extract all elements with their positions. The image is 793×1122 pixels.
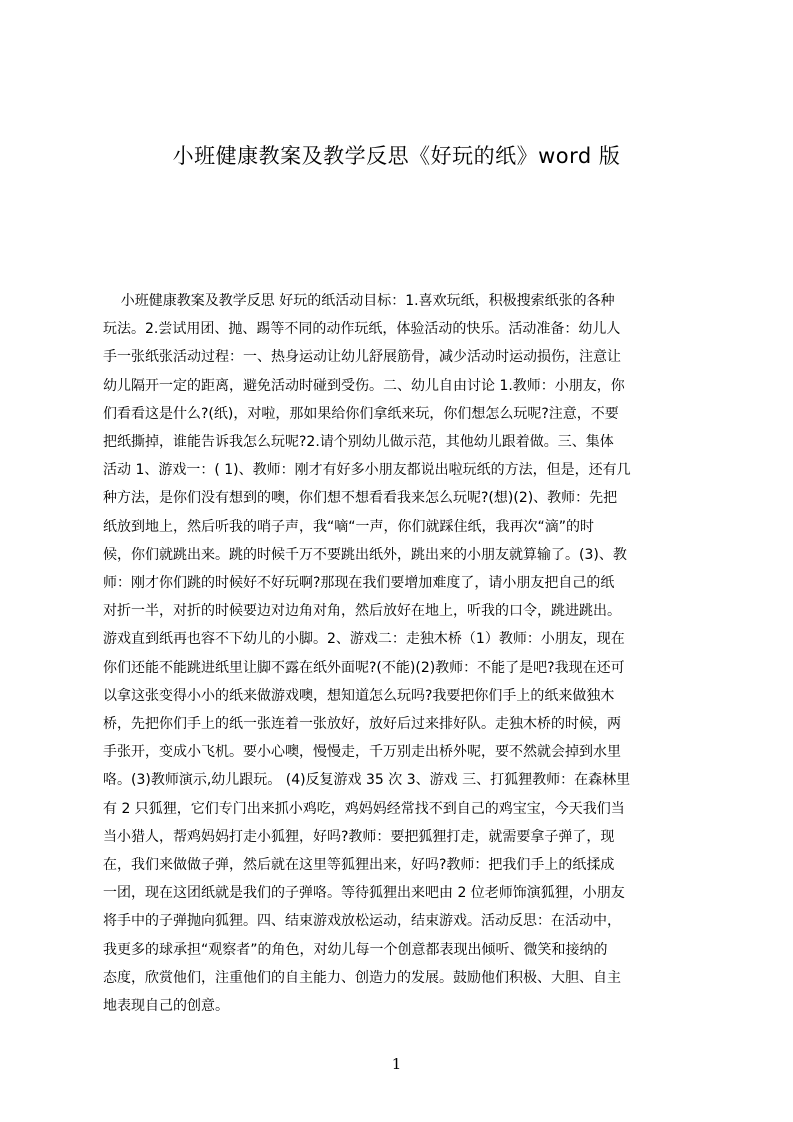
body-line: 有 2 只狐狸，它们专门出来抓小鸡吃，鸡妈妈经常找不到自己的鸡宝宝，今天我们当 [103,800,625,817]
body-line: 在，我们来做做子弹，然后就在这里等狐狸出来，好吗?教师：把我们手上的纸揉成 [103,857,615,874]
body-text [103,287,699,1020]
body-line: 玩法。2.尝试用团、抛、踢等不同的动作玩纸，体验活动的快乐。活动准备：幼儿人 [103,321,621,338]
body-line: 种方法，是你们没有想到的噢，你们想不想看看我来怎么玩呢?(想)(2)、教师：先把 [103,490,618,507]
body-line: 我更多的球承担“观察者”的角色，对幼儿每一个创意都表现出倾听、微笑和接纳的 [103,941,608,958]
body-line: 你们还能不能跳进纸里让脚不露在纸外面呢?(不能)(2)教师：不能了是吧?我现在还可 [103,659,625,676]
body-line: 师：刚才你们跳的时候好不好玩啊?那现在我们要增加难度了，请小朋友把自己的纸 [103,575,615,592]
body-line: 小班健康教案及教学反思 好玩的纸活动目标：1.喜欢玩纸，积极搜索纸张的各种 [103,293,615,309]
body-line: 手张开，变成小飞机。要小心噢，慢慢走，千万别走出桥外呢，要不然就会掉到水里 [103,744,621,761]
body-line: 候，你们就跳出来。跳的时候千万不要跳出纸外，跳出来的小朋友就算输了。(3)、教 [103,546,627,563]
body-line: 咯。(3)教师演示,幼儿跟玩。 (4)反复游戏 35 次 3、游戏 三、打狐狸教师：在森林里 [103,772,631,789]
body-line: 纸放到地上，然后听我的哨子声，我“嘀“一声，你们就踩住纸，我再次“滴”的时 [103,518,595,535]
body-line: 活动 1、游戏一：( 1)、教师：刚才有好多小朋友都说出啦玩纸的方法，但是，还有几 [103,462,631,479]
body-line: 把纸撕掉，谁能告诉我怎么玩呢?2.请个别幼儿做示范，其他幼儿跟着做。三、集体 [103,434,614,451]
body-line: 地表现自己的创意。 [103,998,229,1015]
body-line: 将手中的子弹抛向狐狸。四、结束游戏放松运动，结束游戏。活动反思：在活动中， [103,913,621,930]
body-line: 对折一半，对折的时候要边对边角对角，然后放好在地上，听我的口令，跳进跳出。 [103,603,621,620]
page-number: 1 [391,1055,402,1073]
body-line: 一团，现在这团纸就是我们的子弹咯。等待狐狸出来吧由 2 位老师饰演狐狸，小朋友 [103,885,625,902]
body-line: 态度，欣赏他们，注重他们的自主能力、创造力的发展。鼓励他们积极、大胆、自主 [103,969,621,986]
body-line: 游戏直到纸再也容不下幼儿的小脚。2、游戏二：走独木桥（1）教师：小朋友，现在 [103,631,625,648]
body-line: 幼儿隔开一定的距离，避免活动时碰到受伤。二、幼儿自由讨论 1.教师：小朋友，你 [103,377,625,394]
body-line: 当小猎人，帮鸡妈妈打走小狐狸，好吗?教师：要把狐狸打走，就需要拿子弹了，现 [103,828,615,845]
body-line: 桥，先把你们手上的纸一张连着一张放好，放好后过来排好队。走独木桥的时候，两 [103,716,621,733]
body-line: 们看看这是什么?(纸)，对啦，那如果给你们拿纸来玩，你们想怎么玩呢?注意，不要 [103,405,619,422]
document-title: 小班健康教案及教学反思《好玩的纸》word 版 [172,144,621,168]
body-line: 手一张纸张活动过程：一、热身运动让幼儿舒展筋骨，减少活动时运动损伤，注意让 [103,349,621,366]
body-line: 以拿这张变得小小的纸来做游戏噢，想知道怎么玩吗?我要把你们手上的纸来做独木 [103,687,615,704]
